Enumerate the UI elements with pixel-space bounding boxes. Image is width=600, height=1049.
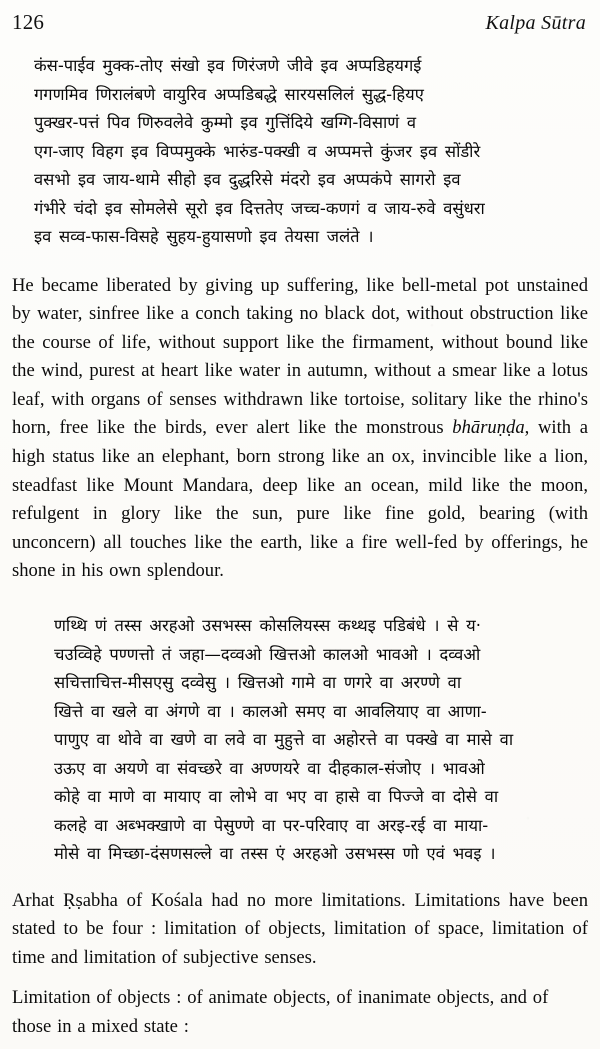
- prakrit-line: पाणुए वा थोवे वा खणे वा लवे वा मुहुत्ते वा अहोरत्ते वा पक्खे वा मासे वा: [54, 730, 514, 750]
- prakrit-line: चउव्विहे पण्णत्तो तं जहा—दव्वओ खित्तओ कालओ भावओ । दव्वओ: [54, 644, 481, 664]
- prakrit-line: पुक्खर-पत्तं पिव णिरुवलेवे कुम्मो इव गुत्तिंदिये खग्गि-विसाणं व: [34, 113, 417, 132]
- translation-text-part-one: He became liberated by giving up suffering, like bell-metal pot unstained by water, sinfree like a conch taking no black dot, without obstruction like the course of life, without support like the firmament, without bound like the wind, purest at heart like water in autumn, without a smear like a lotus leaf, with organs of senses withdrawn like tortoise, solitary like the rhino's horn, free like the birds, ever alert like the monstrous: [12, 274, 588, 439]
- block-spacer: [12, 869, 588, 887]
- page-number: 126: [12, 10, 45, 34]
- book-title: Kalpa Sūtra: [485, 12, 586, 34]
- prakrit-passage-one: [12, 52, 588, 252]
- prakrit-line: इव सव्व-फास-विसहे सुहय-हुयासणो इव तेयसा जलंते ।: [34, 227, 374, 246]
- translation-paragraph-one: [12, 272, 588, 587]
- text-column: [12, 52, 588, 1042]
- prakrit-line: कंस-पाईव मुक्क-तोए संखो इव णिरंजणे जीवे इव अप्पडिहयगई: [34, 56, 422, 75]
- prakrit-line: उऊए वा अयणे वा संवच्छरे वा अण्णयरे वा दीहकाल-संजोए । भावओ: [54, 758, 485, 778]
- block-spacer: [12, 972, 588, 984]
- prakrit-passage-two: [12, 612, 588, 869]
- transliterated-term-bharunda: bhāruṇḍa: [452, 417, 525, 439]
- prakrit-line: खित्ते वा खले वा अंगणे वा । कालओ समए वा आवलियाए वा आणा-: [54, 701, 487, 721]
- prakrit-line: सचित्ताचित्त-मीसएसु दव्वेसु । खित्तओ गामे वा णगरे वा अरण्णे वा: [54, 673, 462, 693]
- prakrit-line: णथ्थि णं तस्स अरहओ उसभस्स कोसलियस्स कथ्थइ पडिबंधे । से य·: [54, 616, 481, 636]
- prakrit-line: कलहे वा अब्भक्खाणे वा पेसुण्णे वा पर-परिवाए वा अरइ-रई वा माया-: [54, 815, 489, 835]
- translation-text-part-two: , with a high status like an elephant, born strong like an ox, invincible like a lion, steadfast like Mount Mandara, deep like an ocean, mild like the moon, refulgent in glory like the sun, pure like fine gold, bearing (with unconcern) all touches like the earth, like a fire well-fed by offerings, he shone in his own splendour.: [12, 417, 589, 582]
- translation-paragraph-two: Arhat Ṛṣabha of Kośala had no more limitations. Limitations have been stated to be four : limitation of objects, limitation of space, limitation of time and limitation of subjective senses.: [12, 889, 588, 968]
- prakrit-line: वसभो इव जाय-थामे सीहो इव दुद्धरिसे मंदरो इव अप्पकंपे सागरो इव: [34, 170, 461, 189]
- block-spacer: [12, 252, 588, 272]
- prakrit-line: एग-जाए विहग इव विप्पमुक्के भारुंड-पक्खी व अप्पमत्ते कुंजर इव सोंडीरे: [34, 141, 481, 161]
- prakrit-line: कोहे वा माणे वा मायाए वा लोभे वा भए वा हासे वा पिज्जे वा दोसे वा: [54, 787, 499, 807]
- prakrit-line: मोसे वा मिच्छा-दंसणसल्ले वा तस्स एं अरहओ उसभस्स णो एवं भवइ ।: [54, 844, 496, 864]
- prakrit-line: गगणमिव णिरालंबणे वायुरिव अप्पडिबद्धे सारयसलिलं सुद्ध-हियए: [34, 84, 424, 104]
- translation-paragraph-three: Limitation of objects : of animate objects, of inanimate objects, and of those in a mixed state :: [12, 987, 549, 1037]
- block-spacer: [12, 586, 588, 612]
- running-head: [12, 10, 586, 44]
- prakrit-line: गंभीरे चंदो इव सोमलेसे सूरो इव दित्ततेए जच्च-कणगं व जाय-रुवे वसुंधरा: [34, 198, 485, 218]
